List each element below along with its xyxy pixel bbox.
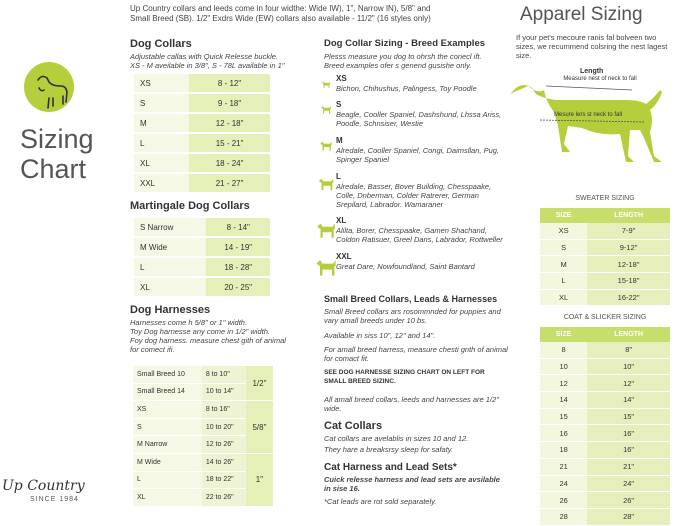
breed-title: Dog Collar Sizing - Breed Examples [324,38,486,49]
range-cell: 21 - 27" [189,173,270,193]
sweater-size-header: SIZE [540,208,587,223]
size-cell: 24 [540,475,587,492]
length-cell: 24" [587,475,670,492]
size-cell: XL [133,489,202,507]
table-row [133,366,273,383]
range-cell: 9 - 18" [189,93,270,113]
table-row [134,153,270,173]
breed-list: Great Dare, Nowfoundland, Saint Bantard [336,262,475,271]
sweater-length-header: LENGTH [587,208,670,223]
size-cell: 16 [540,425,587,442]
size-cell: 8 [540,342,587,358]
table-row [134,277,270,297]
table-row [134,173,270,193]
size-cell: S [540,239,587,256]
breed-list: Alredale, Basser, Bover Building, Chesspaake, Colle, Dnberman, Colder Ratrerer, German Srepilard, Labrador. Wamaraner [336,182,492,209]
dog-silhouette-icon [317,174,335,197]
length-cell: 14" [587,392,670,409]
range-cell: 12 to 26" [202,436,246,454]
length-cell: 10" [587,358,670,375]
size-cell: L [134,257,206,277]
sweater-title: SWEATER SIZING [575,195,635,202]
length-cell: 16" [587,442,670,459]
breed-size-label: XXL [336,252,352,261]
size-cell: XL [134,153,189,173]
table-row [540,223,670,239]
martingale-title: Martingale Dog Collars [130,200,250,212]
table-row [540,392,670,409]
dog-silhouette-icon [321,76,331,94]
dog-collars-note: Adjustable callas with Quick Relesse buckle. XS - M aveilable in 3/8", S - 78L available in 1" [130,52,285,70]
width-cell: 1" [246,453,273,506]
range-cell: 8 to 16" [202,401,246,419]
small-breed-p5: All amall breed collars, leeds and harnesses are 1/2" wide. [324,395,499,413]
cat-harness-p2: *Cat leads are rot sold separately. [324,497,437,506]
brand-logo: Up Country [2,478,85,494]
width-cell: 5/8" [246,401,273,454]
dog-collars-title: Dog Collars [130,38,192,50]
table-row [134,218,270,237]
length-cell: 26" [587,492,670,509]
length-cell: 7-9" [587,223,670,239]
range-cell: 8 - 12" [189,74,270,93]
sweater-table [540,208,670,306]
apparel-title: Apparel Sizing [520,4,643,25]
size-cell: 28 [540,508,587,525]
cat-harness-title: Cat Harness and Lead Sets* [324,462,457,473]
table-row [540,358,670,375]
size-cell: XL [134,277,206,297]
small-breed-p3: For amall breed harress, measure chesti gnth of animal for comact fit. [324,345,508,363]
table-row [540,508,670,525]
size-cell: S [134,93,189,113]
intro-text: Up Country collars and leeds come in four widthe: Wide IW), 1", Narrow IN), 5/8" and Small Breed (SB). 1/2" Exdrs Wide (EW) collars also available - 11/2" (16 styles only) [130,4,431,23]
harnesses-table [133,366,273,507]
size-cell: XS [540,223,587,239]
length-cell: 16" [587,425,670,442]
size-cell: L [540,273,587,290]
small-breed-title: Small Breed Collars, Leads & Harnesses [324,294,498,304]
coat-size-header: SIZE [540,327,587,342]
range-cell: 18 to 22" [202,471,246,489]
cat-collars-p2: They hare a breaksrsy sleep for safaty. [324,445,454,454]
dog-logo-icon [24,62,74,112]
table-row [540,342,670,358]
coat-length-header: LENGTH [587,327,670,342]
size-cell: M Narrow [133,436,202,454]
apparel-note: If your pet's mecoure ranis fal bolveen two sizes, we recummend colsring the nest lagest size. [516,33,668,60]
size-cell: L [133,471,202,489]
range-cell: 15 - 21" [189,133,270,153]
breed-list: Bichon, Chihushus, Palingess, Toy Poodle [336,84,477,93]
range-cell: 22 to 26" [202,489,246,507]
range-cell: 14 - 19" [206,237,270,257]
size-cell: Small Breed 10 [133,366,202,383]
table-row [540,289,670,306]
size-cell: S [133,418,202,436]
table-row [134,93,270,113]
sizing-chart-title: Sizing Chart [20,124,94,184]
table-row [540,408,670,425]
size-cell: 15 [540,408,587,425]
table-row [540,492,670,509]
length-cell: 12" [587,375,670,392]
dog-silhouette-icon [314,254,338,283]
table-row [540,458,670,475]
size-cell: L [134,133,189,153]
length-cell: 8" [587,342,670,358]
table-row [134,74,270,93]
harnesses-title: Dog Harnesses [130,304,211,316]
size-cell: 26 [540,492,587,509]
breed-list: Beagle, Cooller Spaniel, Dashshund, Lhssa Ariss, Poodle, Schnsiser, Westie [336,110,502,128]
length-sub: Measure nest of neck to fall [563,76,637,82]
length-cell: 28" [587,508,670,525]
breed-size-label: XL [336,216,347,225]
martingale-table [134,218,270,298]
size-cell: XS [134,74,189,93]
small-breed-p1: Small Breed collars ars rosommnded for puppies and vary amall breeds under 10 bs. [324,307,501,325]
range-cell: 8 to 10" [202,366,246,383]
length-cell: 9-12" [587,239,670,256]
cat-collars-title: Cat Collars [324,420,383,432]
range-cell: 8 - 14" [206,218,270,237]
range-cell: 18 - 28" [206,257,270,277]
breed-size-label: XS [336,74,347,83]
table-row [134,237,270,257]
table-row [133,401,273,419]
table-row [540,256,670,273]
size-cell: 12 [540,375,587,392]
range-cell: 10 to 14" [202,383,246,401]
small-breed-p4: SEE DOG HARNESSE SIZING CHART ON LEFT FOR SMALL BREED SIZINC. [324,369,485,385]
size-cell: 21 [540,458,587,475]
range-cell: 18 - 24" [189,153,270,173]
dog-silhouette-icon [320,102,332,120]
width-cell: 1/2" [246,366,273,401]
size-cell: S Narrow [134,218,206,237]
table-row [540,375,670,392]
size-cell: M [540,256,587,273]
length-cell: 12-18" [587,256,670,273]
size-cell: XS [133,401,202,419]
dog-collars-table [134,74,270,194]
brand-since: SINCE 1984 [30,496,79,503]
length-label: Length [580,68,604,75]
size-cell: XL [540,289,587,306]
size-cell: 14 [540,392,587,409]
table-row [540,273,670,290]
table-row [540,425,670,442]
table-row [134,133,270,153]
range-cell: 20 - 25" [206,277,270,297]
length-cell: 16-22" [587,289,670,306]
table-row [540,239,670,256]
small-breed-p2: Available in siss 10", 12" and 14". [324,331,436,340]
dog-silhouette-icon [315,218,337,245]
girth-label: Mesure lers st neck to fall [553,112,623,118]
range-cell: 10 to 20" [202,418,246,436]
breed-size-label: S [336,100,342,109]
breed-size-label: L [336,172,341,181]
size-cell: XXL [134,173,189,193]
size-cell: M [134,113,189,133]
length-cell: 15-18" [587,273,670,290]
cat-collars-p1: Cat collars are avelablis in sizes 10 and 12. [324,434,469,443]
cat-harness-p1: Cuick relesse harness and lead sets are avsilable in sise 16. [324,475,500,493]
coat-table [540,327,670,526]
range-cell: 12 - 18" [189,113,270,133]
length-cell: 15" [587,408,670,425]
harnesses-notes: Harnesses come h 5/8" or 1" width. Toy Dog harnesse any come in 1/2" width. Foy dog harness. measure chest gith of animal for comect ifi. [130,318,286,354]
size-cell: M Wide [133,453,202,471]
size-cell: M Wide [134,237,206,257]
coat-title: COAT & SLICKER SIZING [563,314,647,321]
size-cell: Small Breed 14 [133,383,202,401]
table-row [134,113,270,133]
table-row [540,442,670,459]
breed-size-label: M [336,136,343,145]
size-cell: 10 [540,358,587,375]
size-cell: 18 [540,442,587,459]
breed-note: Plesss measure you dog to ohrsh the conecl ift. Breed examples ofer s genend gusishe only. [324,52,482,70]
table-row [540,475,670,492]
range-cell: 14 to 26" [202,453,246,471]
table-row [134,257,270,277]
dog-silhouette-icon [319,138,333,157]
breed-list: Alredale, Cooller Spaniel, Congi, Daimsllan, Pug, Spinger Spaniel [336,146,500,164]
length-cell: 21" [587,458,670,475]
table-row [133,453,273,471]
breed-list: Alilta, Borer, Chesspaake, Gamen Shachand, Coldon Ratisuer, Greel Dans, Labrador, Rottweller [336,226,503,244]
